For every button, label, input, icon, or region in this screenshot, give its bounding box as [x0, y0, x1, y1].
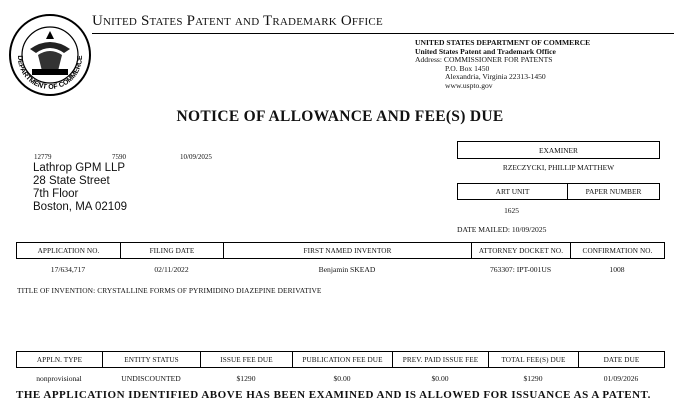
- value-first-named-inventor: Benjamin SKEAD: [318, 265, 376, 274]
- dept-line-3: Address: COMMISSIONER FOR PATENTS: [415, 55, 553, 65]
- dept-line-2: United States Patent and Trademark Office: [415, 46, 556, 56]
- correspondence-date: 10/09/2025: [180, 153, 212, 161]
- header-application-no: APPLICATION NO.: [17, 243, 121, 259]
- dept-line-6: www.uspto.gov: [445, 80, 493, 90]
- address-name: Lathrop GPM LLP: [33, 162, 126, 174]
- value-entity-status: UNDISCOUNTED: [121, 374, 181, 383]
- dept-line-4: P.O. Box 1450: [445, 63, 490, 73]
- uspto-seal-logo: [8, 13, 92, 97]
- correspondence-address: [33, 162, 127, 214]
- value-appln-type: nonprovisional: [36, 374, 82, 383]
- value-publication-fee-due: $0.00: [333, 374, 351, 383]
- address-city: Boston, MA 02109: [33, 201, 127, 213]
- header-publication-fee-due: PUBLICATION FEE DUE: [293, 352, 393, 368]
- seal-text: DEPARTMENT OF COMMERCE: [15, 55, 85, 92]
- art-unit-header: ART UNIT: [458, 184, 568, 199]
- department-address-block: [415, 39, 590, 91]
- dept-line-1: UNITED STATES DEPARTMENT OF COMMERCE: [415, 38, 591, 47]
- value-filing-date: 02/11/2022: [154, 265, 189, 274]
- examiner-name: RZECZYCKI, PHILLIP MATTHEW: [502, 163, 615, 172]
- title-of-invention: TITLE OF INVENTION: CRYSTALLINE FORMS OF PYRIMIDINO DIAZEPINE DERIVATIVE: [17, 286, 322, 295]
- value-confirmation-no: 1008: [609, 265, 625, 274]
- header-prev-paid-issue-fee: PREV. PAID ISSUE FEE: [393, 352, 489, 368]
- value-prev-paid-issue-fee: $0.00: [431, 374, 449, 383]
- address-street: 28 State Street: [33, 175, 110, 187]
- header-entity-status: ENTITY STATUS: [103, 352, 201, 368]
- value-total-fees-due: $1290: [523, 374, 543, 383]
- header-issue-fee-due: ISSUE FEE DUE: [201, 352, 293, 368]
- art-unit-paper-header: [457, 183, 660, 200]
- art-unit-value: 1625: [504, 206, 519, 215]
- fee-table: [16, 351, 664, 383]
- dept-line-5: Alexandria, Virginia 22313-1450: [445, 72, 546, 82]
- fee-table-header-row: [17, 352, 665, 368]
- header-rule: [92, 33, 674, 34]
- value-attorney-docket-no: 763307: IPT-001US: [489, 265, 552, 274]
- correspondence-code-1: 12779: [34, 153, 52, 161]
- paper-number-header: PAPER NUMBER: [585, 187, 642, 196]
- header-first-named-inventor: FIRST NAMED INVENTOR: [224, 243, 472, 259]
- agency-name: United States Patent and Trademark Office: [92, 13, 383, 29]
- correspondence-code-2: 7590: [112, 153, 126, 161]
- value-date-due: 01/09/2026: [603, 374, 639, 383]
- application-table-value-row: [16, 265, 664, 274]
- header-appln-type: APPLN. TYPE: [17, 352, 103, 368]
- address-floor: 7th Floor: [33, 188, 79, 200]
- date-mailed: DATE MAILED: 10/09/2025: [457, 225, 547, 234]
- application-table: [16, 242, 664, 274]
- application-table-header-row: [17, 243, 665, 259]
- allowance-statement: THE APPLICATION IDENTIFIED ABOVE HAS BEEN EXAMINED AND IS ALLOWED FOR ISSUANCE AS A PATENT.: [16, 389, 651, 401]
- header-date-due: DATE DUE: [579, 352, 665, 368]
- header-attorney-docket-no: ATTORNEY DOCKET NO.: [472, 243, 571, 259]
- value-application-no: 17/634,717: [50, 265, 86, 274]
- header-filing-date: FILING DATE: [121, 243, 224, 259]
- notice-title: NOTICE OF ALLOWANCE AND FEE(S) DUE: [176, 108, 504, 125]
- header-confirmation-no: CONFIRMATION NO.: [571, 243, 665, 259]
- fee-table-value-row: [16, 374, 664, 383]
- examiner-header: EXAMINER: [457, 141, 660, 159]
- header-total-fees-due: TOTAL FEE(S) DUE: [489, 352, 579, 368]
- value-issue-fee-due: $1290: [236, 374, 256, 383]
